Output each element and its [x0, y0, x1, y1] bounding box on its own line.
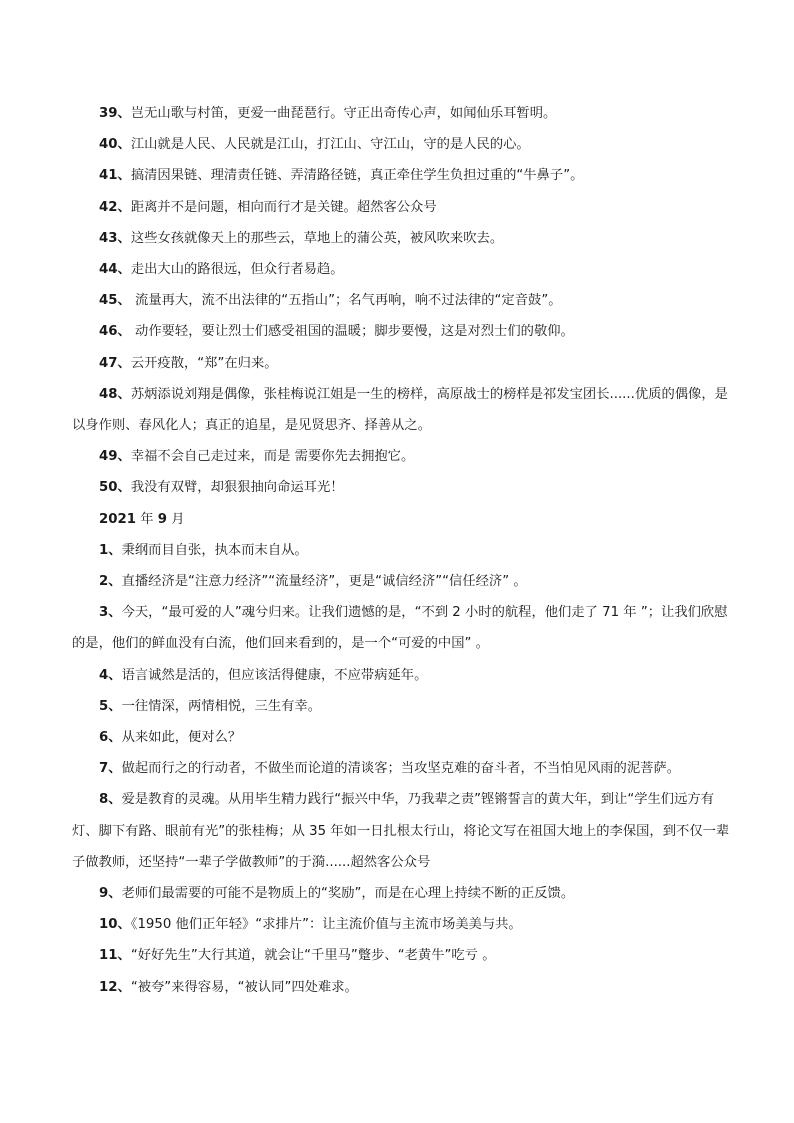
item-text: 从来如此，便对么？: [121, 730, 242, 746]
list-item: [72, 660, 734, 691]
list-item: [72, 535, 734, 566]
heading-month: 9: [157, 511, 168, 527]
list-item: [72, 316, 734, 347]
item-number: 42、: [99, 199, 131, 215]
list-item: [72, 753, 734, 784]
item-text: 《1950 他们正年轻》“求排片”：让主流价值与主流市场美美与共。: [130, 917, 522, 933]
item-number: 12、: [99, 979, 131, 995]
item-text: 秉纲而目自张，执本而末自从。: [121, 542, 308, 558]
item-number: 45、: [99, 293, 131, 309]
list-item: [72, 566, 734, 597]
item-number: 46、: [99, 324, 131, 340]
list-item: [72, 597, 734, 659]
item-text: 今天，“最可爱的人”魂兮归来。让我们遗憾的是，“不到 2 小时的航程，他们走了 71 年 ”；让我们欣慰的是，他们的鲜血没有白流，他们回来看到的，是一个“可爱的中国” 。: [72, 605, 728, 652]
list-item: [72, 972, 734, 1003]
item-text: 距离并不是问题，相向而行才是关键。超然客公众号: [130, 199, 437, 215]
item-number: 47、: [99, 355, 131, 371]
item-number: 3、: [99, 605, 122, 621]
list-item: [72, 192, 734, 223]
item-text: 走出大山的路很远，但众行者易趋。: [130, 262, 344, 278]
item-number: 8、: [99, 792, 122, 808]
list-item: [72, 441, 734, 472]
item-text: 岂无山歌与村笛，更爱一曲琵琶行。守正出奇传心声，如闻仙乐耳暂明。: [130, 106, 557, 121]
item-number: 2、: [99, 574, 122, 590]
section-heading: [72, 504, 734, 535]
list-item: [72, 878, 734, 909]
list-item: [72, 98, 734, 129]
list-item: [72, 472, 734, 503]
item-text: 这些女孩就像天上的那些云，草地上的蒲公英，被风吹来吹去。: [130, 230, 504, 246]
item-text: 语言诚然是活的，但应该活得健康，不应带病延年。: [121, 667, 428, 683]
item-number: 9、: [99, 886, 122, 902]
item-text: 苏炳添说刘翔是偶像，张桂梅说江姐是一生的榜样，高原战士的榜样是祁发宝团长......优质的偶像，是以身作则、春风化人；真正的追星，是见贤思齐、择善从之。: [72, 386, 728, 434]
item-number: 44、: [99, 262, 131, 278]
item-number: 50、: [99, 480, 131, 496]
list-item: [72, 909, 734, 940]
list-item: [72, 129, 734, 160]
item-text: 我没有双臂，却狠狠抽向命运耳光！: [130, 480, 344, 496]
heading-month-suffix: 月: [167, 511, 185, 527]
item-number: 41、: [99, 168, 131, 184]
list-item: [72, 784, 734, 878]
heading-year-suffix: 年: [136, 511, 158, 527]
item-number: 1、: [99, 542, 122, 558]
item-text: “被夸”来得容易，“被认同”四处难求。: [130, 979, 358, 995]
list-item: [72, 940, 734, 971]
list-item: [72, 722, 734, 753]
list-item: [72, 285, 734, 316]
item-number: 4、: [99, 667, 122, 683]
item-number: 11、: [99, 948, 131, 964]
item-text: 动作要轻，要让烈士们感受祖国的温暖；脚步要慢，这是对烈士们的敬仰。: [130, 324, 574, 340]
item-number: 10、: [99, 917, 131, 933]
item-text: 江山就是人民、人民就是江山，打江山、守江山，守的是人民的心。: [130, 137, 530, 153]
list-item: [72, 160, 734, 191]
list-item: [72, 379, 734, 441]
item-number: 49、: [99, 449, 131, 465]
item-number: 48、: [99, 386, 131, 402]
list-item: [72, 691, 734, 722]
list-item: [72, 223, 734, 254]
item-text: 做起而行之的行动者，不做坐而论道的清谈客；当攻坚克难的奋斗者，不当怕见风雨的泥菩萨。: [121, 761, 681, 777]
item-text: “好好先生”大行其道，就会让“千里马”蹩步、“老黄牛”吃亏 。: [130, 948, 496, 964]
list-item: [72, 348, 734, 379]
heading-year: 2021: [99, 511, 137, 527]
item-number: 7、: [99, 761, 122, 777]
item-number: 6、: [99, 730, 122, 746]
list-item: [72, 254, 734, 285]
item-text: 老师们最需要的可能不是物质上的“奖励”，而是在心理上持续不断的正反馈。: [121, 886, 575, 902]
item-number: 39、: [99, 106, 131, 121]
item-text: 搞清因果链、理清责任链、弄清路径链，真正牵住学生负担过重的“牛鼻子”。: [130, 168, 584, 184]
item-text: 幸福不会自己走过来，而是 需要你先去拥抱它。: [130, 449, 415, 465]
item-number: 5、: [99, 698, 122, 714]
item-number: 43、: [99, 230, 131, 246]
item-number: 40、: [99, 137, 131, 153]
document-body: [72, 98, 734, 1003]
item-text: 流量再大，流不出法律的“五指山”；名气再响，响不过法律的“定音鼓”。: [130, 293, 562, 309]
item-text: 云开疫散，“郑”在归来。: [130, 355, 278, 371]
item-text: 爱是教育的灵魂。从用毕生精力践行“振兴中华，乃我辈之责”铿锵誓言的黄大年，到让“学生们远方有灯、脚下有路、眼前有光”的张桂梅；从 35 年如一日扎根太行山，将论文写在祖国大地上的李保国，到不仅一辈子做教师，还坚持“一辈子学做教师”的于漪......超然客公众号: [72, 792, 730, 870]
item-text: 一往情深，两情相悦，三生有幸。: [121, 698, 322, 714]
item-text: 直播经济是“注意力经济”“流量经济”，更是“诚信经济”“信任经济” 。: [121, 574, 527, 590]
